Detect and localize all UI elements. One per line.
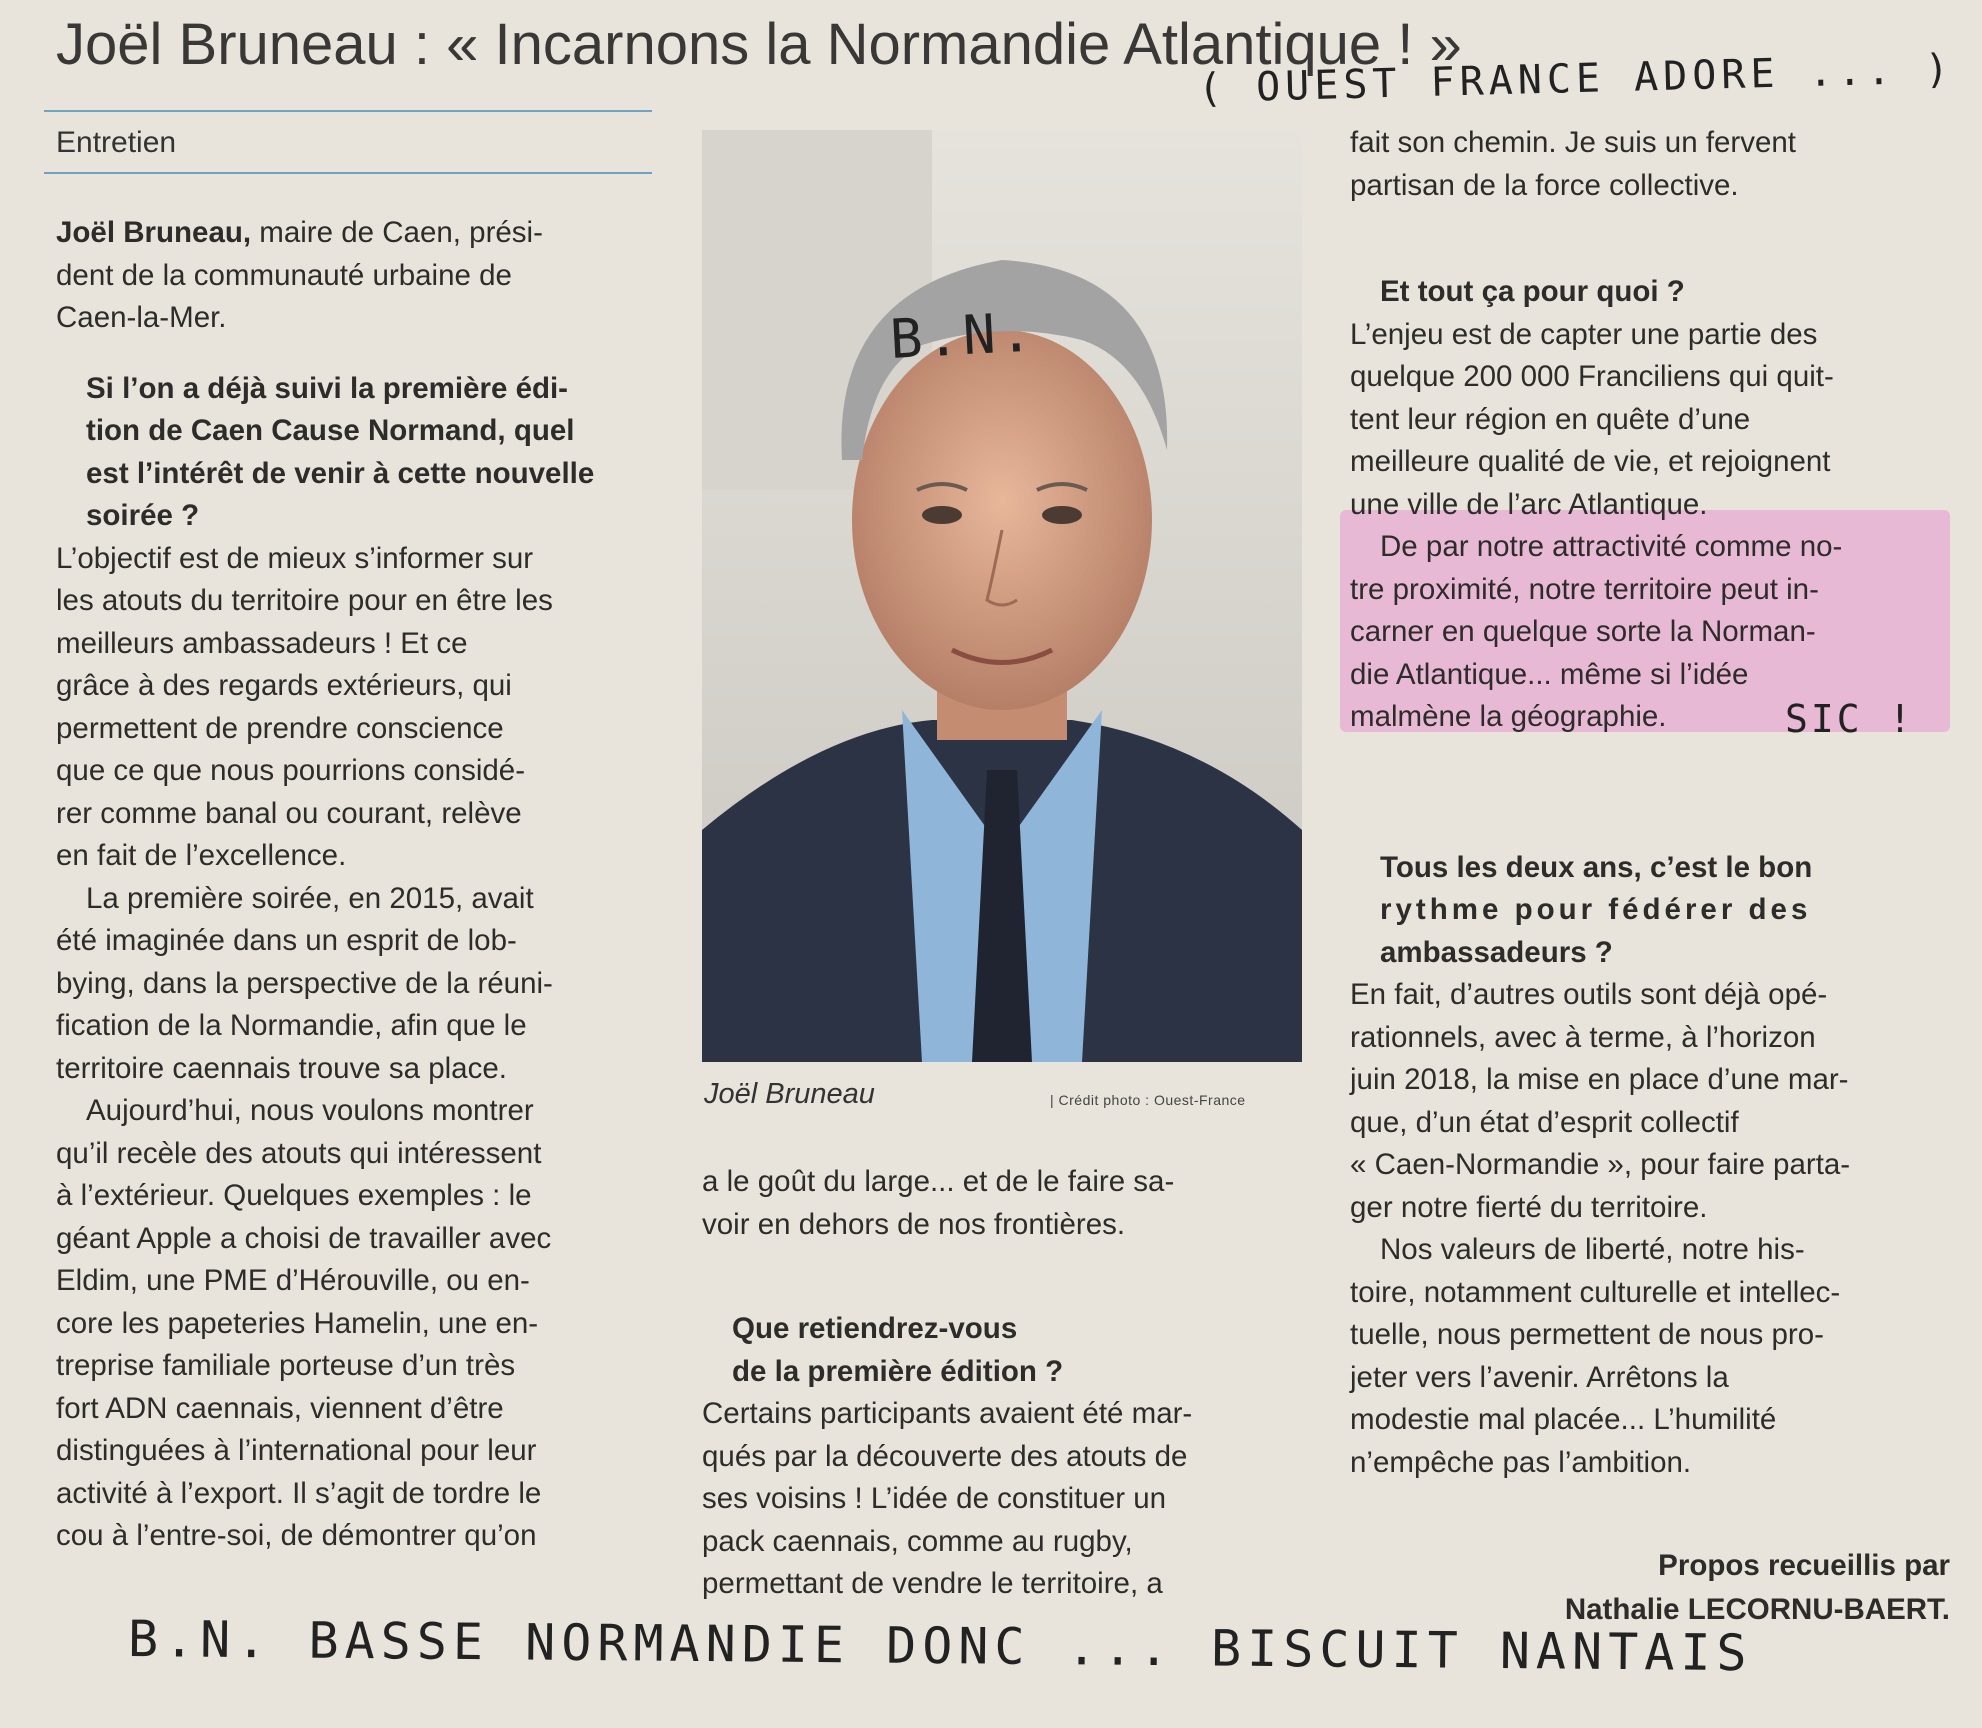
portrait-photo	[702, 130, 1302, 1062]
portrait-illustration	[702, 130, 1302, 1062]
handwritten-forehead-initials: B.N.	[888, 300, 1038, 371]
question-4: Tous les deux ans, c’est le bon	[1380, 850, 1813, 884]
highlighted-passage: De par notre attractivité comme no-	[1380, 530, 1843, 563]
question-1: Si l’on a déjà suivi la première édi-	[86, 371, 569, 405]
answer-2: La première soirée, en 2015, avait	[86, 881, 534, 915]
photo-credit: | Crédit photo : Ouest-France	[1050, 1092, 1246, 1108]
intro-name: Joël Bruneau,	[56, 216, 252, 249]
photo-caption: Joël Bruneau	[704, 1078, 875, 1110]
intro-paragraph: Joël Bruneau, maire de Caen, prési-	[56, 216, 543, 249]
answer-1: L’objectif est de mieux s’informer sur	[56, 541, 534, 575]
handwritten-sic: SIC !	[1785, 697, 1915, 741]
byline: Propos recueillis par	[1658, 1549, 1950, 1582]
handwritten-note-top: ( OUEST FRANCE ADORE ... )	[1197, 46, 1955, 112]
question-3: Et tout ça pour quoi ?	[1380, 275, 1685, 308]
kicker-rule-bottom	[44, 172, 652, 174]
column-1: Joël Bruneau, maire de Caen, prési- dent de la communauté urbaine de Caen-la-Mer. Si l’on a déjà suivi la première édi- tion de Caen Cause Normand, quel est l’intérêt de venir à cette nouvelle soirée ? L’objectif est de mieux s’informer sur les atouts du territoire pour en être les meilleurs ambassadeurs ! Et ce grâce à des regards extérieurs, qui permettent de prendre conscience que ce que nous pourrions considé- rer comme banal ou courant, relève en fait de l’excellence. La première soirée, en 2015, avait été imaginée dans un esprit de lob- bying, dans la perspective de la réuni- fication de la Normandie, afin que le territoire caennais trouve sa place. Aujourd’hui, nous voulons montrer qu’il recèle des atouts qui intéressent à l’extérieur. Quelques exemples : le géant Apple a choisi de travailler avec Eldim, une PME d’Hérouville, ou en- core les papeteries Hamelin, une en- treprise familiale porteuse d’un très fort ADN caennais, viennent d’être distinguées à l’international pour leur activité à l’export. Il s’agit de tordre le cou à l’entre-soi, de démontrer qu’on	[56, 212, 656, 1558]
question-2: Que retiendrez-vous	[732, 1312, 1018, 1345]
column-3: fait son chemin. Je suis un fervent partisan de la force collective. Et tout ça pour quoi ? L’enjeu est de capter une partie des quelque 200 000 Franciliens qui quit- tent leur région en quête d’une meilleure qualité de vie, et rejoignent une ville de l’arc Atlantique. De par notre attractivité comme no- tre proximité, notre territoire peut in- carner en quelque sorte la Norman- die Atlantique... même si l’idée malmène la géographie. Tous les deux ans, c’est le bon rythme pour fédérer des ambassadeurs ? En fait, d’autres outils sont déjà opé- rationnels, avec à terme, à l’horizon juin 2018, la mise en place d’une mar- que, d’un état d’esprit collectif « Caen-Normandie », pour faire parta- ger notre fierté du territoire. Nos valeurs de liberté, notre his- toire, notamment culturelle et intellec- tuelle, nous permettent de nous pro- jeter vers l’avenir. Arrêtons la modestie mal placée... L’humilité n’empêche pas l’ambition. Propos recueillis par Nathalie LECORNU-BAERT.	[1350, 126, 1950, 1626]
headline: Joël Bruneau : « Incarnons la Normandie Atlantique ! »	[56, 12, 1462, 77]
kicker: Entretien	[56, 126, 177, 159]
column-2: a le goût du large... et de le faire sa- voir en dehors de nos frontières. Que retiendrez-vous de la première édition ? Certains participants avaient été mar- qués par la découverte des atouts de ses voisins ! L’idée de constituer un pack caennais, comme au rugby, permettant de vendre le territoire, a	[702, 1161, 1302, 1606]
handwritten-note-bottom: B.N. BASSE NORMANDIE DONC ... BISCUIT NANTAIS	[127, 1610, 1753, 1683]
answer-3: Aujourd’hui, nous voulons montrer	[86, 1094, 534, 1127]
kicker-rule-top	[44, 110, 652, 112]
